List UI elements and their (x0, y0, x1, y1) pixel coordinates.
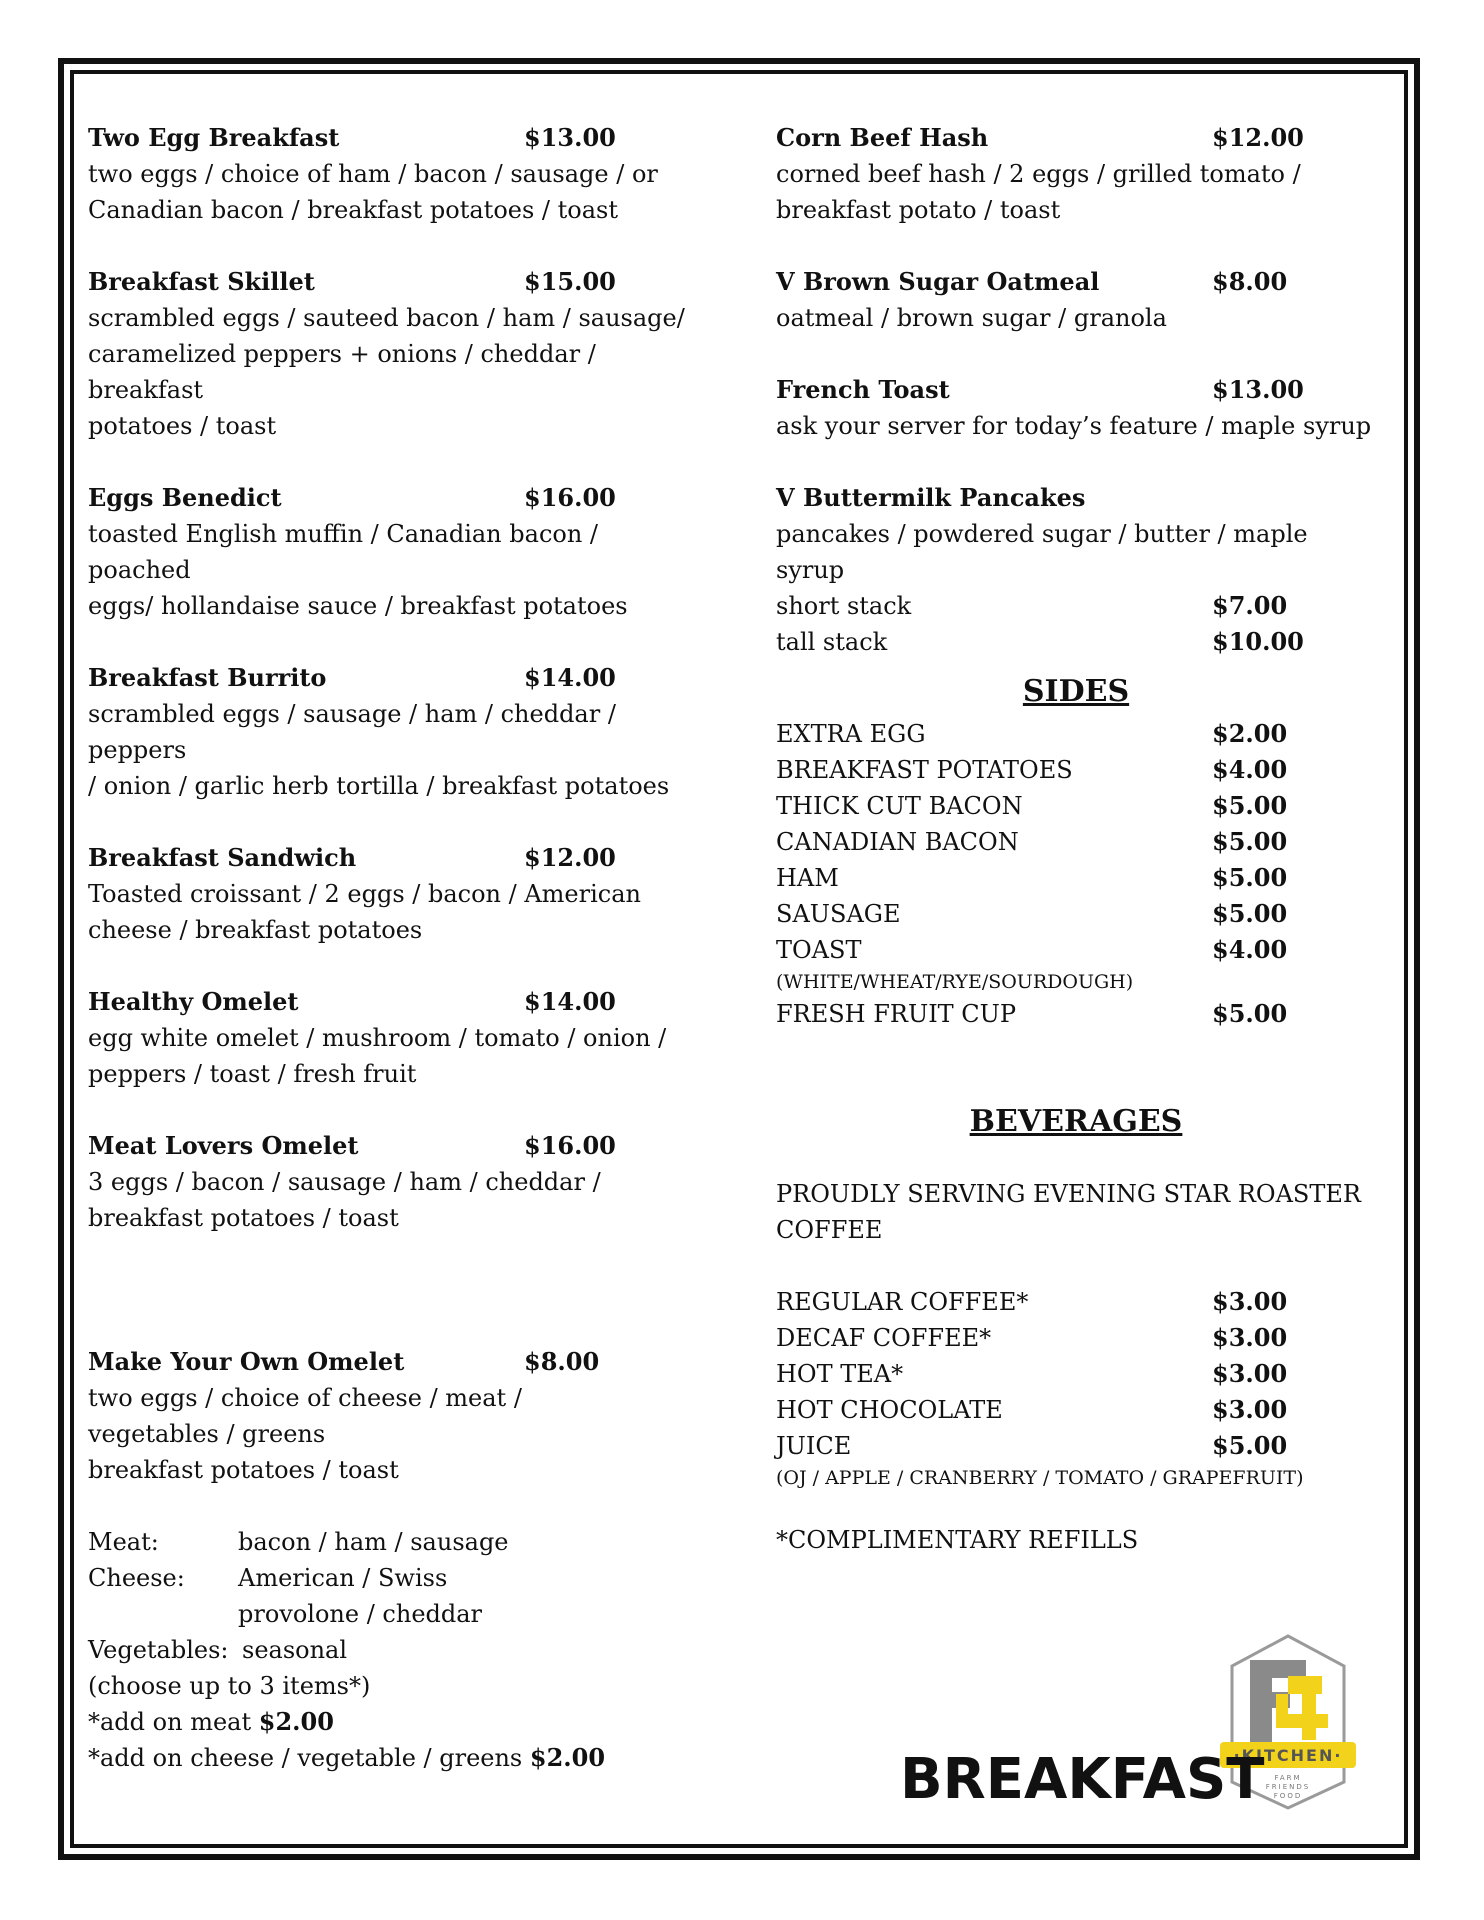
beverage-item (776, 1320, 1376, 1356)
coffee-intro: PROUDLY SERVING EVENING STAR ROASTER (776, 1180, 1361, 1208)
item-name: Breakfast Sandwich (88, 843, 357, 872)
item-price: $13.00 (524, 123, 616, 152)
addon-price: $2.00 (258, 1707, 334, 1736)
beverage-list (776, 1284, 1376, 1492)
side-price: $5.00 (1212, 863, 1288, 892)
item-name: Two Egg Breakfast (88, 123, 340, 152)
item-desc: / onion / garlic herb tortilla / breakfast potatoes (88, 772, 670, 800)
size-label: tall stack (776, 628, 888, 656)
option-value: seasonal (242, 1636, 348, 1664)
item-desc: two eggs / choice of cheese / meat / (88, 1384, 522, 1412)
side-price: $4.00 (1212, 755, 1288, 784)
item-desc: toasted English muffin / Canadian bacon / poached (88, 520, 598, 584)
beverage-name: DECAF COFFEE* (776, 1324, 992, 1352)
addon-label: *add on meat (88, 1708, 252, 1736)
beverage-name: JUICE (776, 1432, 852, 1460)
item-desc: scrambled eggs / sauteed bacon / ham / sausage/ (88, 304, 685, 332)
side-name: FRESH FRUIT CUP (776, 1000, 1017, 1028)
item-desc: oatmeal / brown sugar / granola (776, 304, 1167, 332)
beverage-price: $3.00 (1212, 1359, 1288, 1388)
beverage-item (776, 1392, 1376, 1428)
side-item (776, 824, 1376, 860)
side-item (776, 788, 1376, 824)
menu-item-two-egg-breakfast (88, 120, 708, 228)
item-desc: potatoes / toast (88, 412, 277, 440)
item-desc: peppers / toast / fresh fruit (88, 1060, 417, 1088)
logo-tag: FRIENDS (1265, 1783, 1311, 1791)
side-name: TOAST (776, 936, 862, 964)
size-price: $7.00 (1212, 591, 1288, 620)
item-desc: eggs/ hollandaise sauce / breakfast potatoes (88, 592, 628, 620)
option-cheese (88, 1560, 708, 1596)
item-desc: Canadian bacon / breakfast potatoes / toast (88, 196, 618, 224)
item-desc: cheese / breakfast potatoes (88, 916, 423, 944)
addon-meat (88, 1704, 708, 1740)
beverage-name: HOT TEA* (776, 1360, 904, 1388)
option-value: bacon / ham / sausage (238, 1528, 509, 1556)
item-price: $8.00 (1212, 267, 1288, 296)
side-item (776, 996, 1376, 1032)
side-price: $4.00 (1212, 935, 1288, 964)
sides-heading: SIDES (1022, 674, 1130, 709)
item-name: Make Your Own Omelet (88, 1347, 405, 1376)
beverage-item (776, 1428, 1376, 1464)
size-price: $10.00 (1212, 627, 1304, 656)
item-desc: ask your server for today’s feature / maple syrup (776, 412, 1372, 440)
menu-item-eggs-benedict (88, 480, 708, 624)
beverage-item (776, 1356, 1376, 1392)
item-desc: breakfast potatoes / toast (88, 1204, 399, 1232)
item-price: $12.00 (524, 843, 616, 872)
menu-item-breakfast-sandwich (88, 840, 708, 948)
sides-list (776, 716, 1376, 1032)
refills-note: *COMPLIMENTARY REFILLS (776, 1526, 1139, 1554)
addon-price: $2.00 (529, 1743, 606, 1772)
item-name: V Buttermilk Pancakes (776, 483, 1086, 512)
logo-word: ·KITCHEN· (1233, 1746, 1343, 1765)
beverage-item (776, 1284, 1376, 1320)
item-desc: pancakes / powdered sugar / butter / maple syrup (776, 520, 1308, 584)
item-name: Breakfast Skillet (88, 267, 315, 296)
item-name: Eggs Benedict (88, 483, 282, 512)
side-item (776, 752, 1376, 788)
coffee-intro: COFFEE (776, 1216, 883, 1244)
side-name: BREAKFAST POTATOES (776, 756, 1073, 784)
beverage-price: $3.00 (1212, 1287, 1288, 1316)
item-name: V Brown Sugar Oatmeal (776, 267, 1100, 296)
menu-item-corn-beef-hash (776, 120, 1376, 228)
beverages-heading: BEVERAGES (969, 1104, 1183, 1139)
logo-f4-mark (1250, 1660, 1328, 1746)
side-price: $5.00 (1212, 999, 1288, 1028)
option-label: Meat: (88, 1528, 159, 1556)
item-desc: Toasted croissant / 2 eggs / bacon / American (88, 880, 641, 908)
beverage-price: $3.00 (1212, 1323, 1288, 1352)
option-vegetables (88, 1632, 708, 1668)
item-desc: breakfast potato / toast (776, 196, 1061, 224)
side-name: HAM (776, 864, 839, 892)
item-name: Meat Lovers Omelet (88, 1131, 359, 1160)
side-item (776, 932, 1376, 968)
item-desc: corned beef hash / 2 eggs / grilled tomato / (776, 160, 1301, 188)
option-value: American / Swiss (238, 1564, 448, 1592)
pancake-tall-stack (776, 624, 1376, 660)
beverage-name: HOT CHOCOLATE (776, 1396, 1003, 1424)
item-price: $12.00 (1212, 123, 1304, 152)
beverage-price: $3.00 (1212, 1395, 1288, 1424)
item-price: $14.00 (524, 987, 616, 1016)
logo-tag: FOOD (1273, 1792, 1303, 1800)
menu-item-healthy-omelet (88, 984, 708, 1092)
side-price: $5.00 (1212, 827, 1288, 856)
juice-options-note: (OJ / APPLE / CRANBERRY / TOMATO / GRAPEFRUIT) (776, 1467, 1304, 1489)
menu-item-meat-lovers-omelet (88, 1128, 708, 1236)
item-desc: 3 eggs / bacon / sausage / ham / cheddar / (88, 1168, 601, 1196)
item-desc: breakfast potatoes / toast (88, 1456, 399, 1484)
beverage-name: REGULAR COFFEE* (776, 1288, 1029, 1316)
menu-item-breakfast-skillet (88, 264, 708, 444)
side-name: SAUSAGE (776, 900, 901, 928)
item-desc: egg white omelet / mushroom / tomato / onion / (88, 1024, 667, 1052)
menu-item-french-toast (776, 372, 1376, 444)
right-column (776, 120, 1376, 1558)
side-price: $2.00 (1212, 719, 1288, 748)
item-desc: two eggs / choice of ham / bacon / sausage / or (88, 160, 658, 188)
spacer (88, 1272, 708, 1344)
beverage-price: $5.00 (1212, 1431, 1288, 1460)
item-price: $16.00 (524, 483, 616, 512)
side-item (776, 860, 1376, 896)
menu-item-brown-sugar-oatmeal (776, 264, 1376, 336)
addon-label: *add on cheese / vegetable / greens (88, 1744, 523, 1772)
side-price: $5.00 (1212, 899, 1288, 928)
option-meat (88, 1524, 708, 1560)
item-price: $15.00 (524, 267, 616, 296)
logo-tag: FARM (1274, 1774, 1302, 1782)
size-label: short stack (776, 592, 912, 620)
item-desc: vegetables / greens (88, 1420, 326, 1448)
item-name: Healthy Omelet (88, 987, 299, 1016)
menu-item-buttermilk-pancakes (776, 480, 1376, 660)
item-price: $13.00 (1212, 375, 1304, 404)
item-name: French Toast (776, 375, 950, 404)
item-desc: scrambled eggs / sausage / ham / cheddar / peppers (88, 700, 616, 764)
item-name: Breakfast Burrito (88, 663, 327, 692)
side-name: CANADIAN BACON (776, 828, 1019, 856)
item-name: Corn Beef Hash (776, 123, 989, 152)
option-value: provolone / cheddar (238, 1600, 483, 1628)
option-cheese-cont (88, 1596, 708, 1632)
item-desc: caramelized peppers + onions / cheddar / breakfast (88, 340, 596, 404)
toast-options-note: (WHITE/WHEAT/RYE/SOURDOUGH) (776, 971, 1134, 993)
addon-other (88, 1740, 708, 1776)
side-name: EXTRA EGG (776, 720, 926, 748)
side-name: THICK CUT BACON (776, 792, 1023, 820)
side-item (776, 716, 1376, 752)
page-title: BREAKFAST (900, 1747, 1265, 1812)
side-item (776, 896, 1376, 932)
pancake-short-stack (776, 588, 1376, 624)
option-label: Cheese: (88, 1564, 185, 1592)
left-column (88, 120, 708, 1812)
choose-note: (choose up to 3 items*) (88, 1672, 371, 1700)
side-price: $5.00 (1212, 791, 1288, 820)
item-price: $8.00 (524, 1347, 600, 1376)
option-label: Vegetables: (88, 1636, 229, 1664)
item-price: $16.00 (524, 1131, 616, 1160)
menu-item-make-your-own-omelet (88, 1344, 708, 1776)
item-price: $14.00 (524, 663, 616, 692)
menu-item-breakfast-burrito (88, 660, 708, 804)
